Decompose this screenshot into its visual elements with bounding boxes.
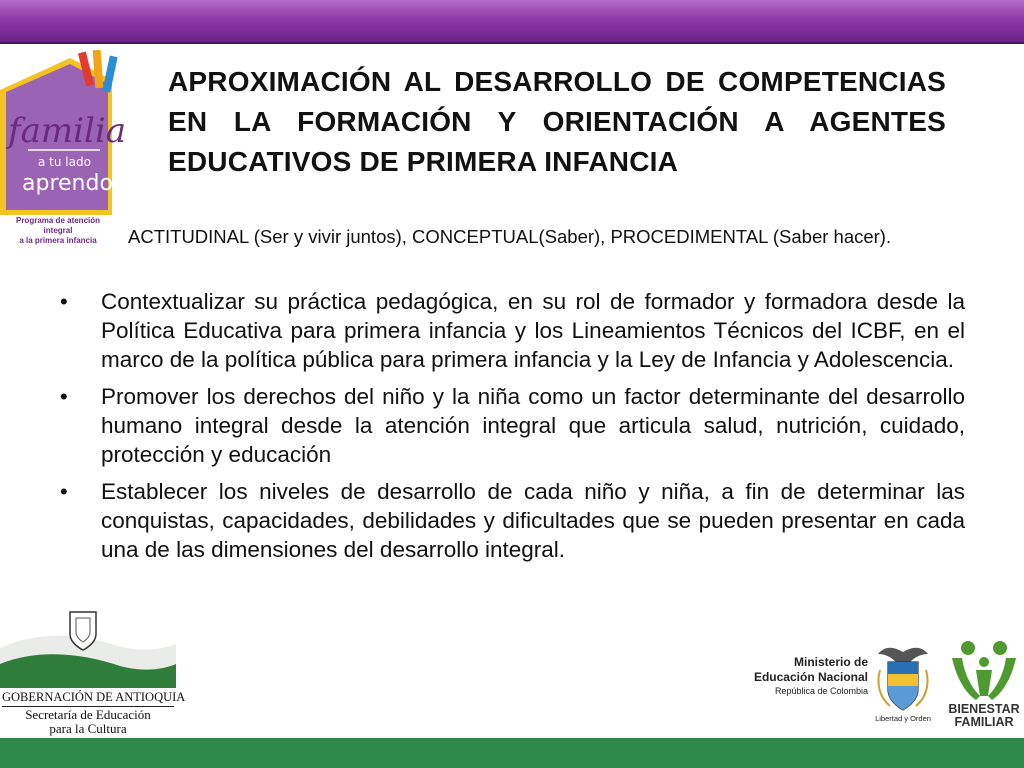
bienestar-familiar-logo <box>946 636 1022 706</box>
bullet-dot-icon: • <box>60 479 68 504</box>
bienestar-familiar-text <box>944 703 1024 729</box>
aprendo-word: aprendo <box>22 171 113 196</box>
slide-subtitle: ACTITUDINAL (Ser y vivir juntos), CONCEPTUAL(Saber), PROCEDIMENTAL (Saber hacer). <box>128 226 892 247</box>
icbf-line1: BIENESTAR <box>948 702 1020 716</box>
icbf-figure-left-head <box>961 641 975 655</box>
bullet-item <box>60 287 965 374</box>
familia-caption <box>4 216 112 246</box>
bullet-dot-icon: • <box>60 289 68 314</box>
bottom-decorative-bar <box>0 738 1024 768</box>
a-tu-lado-word: a tu lado <box>38 155 91 169</box>
icbf-figure-right-head <box>993 641 1007 655</box>
gobernacion-dept-line2: para la Cultura <box>49 721 127 736</box>
bullet-text: Establecer los niveles de desarrollo de cada niño y niña, a fin de determinar las conquistas, capacidades, debilidades y dificultades que se pueden presentar en cada una de las dimensiones del desarrollo integral. <box>101 479 965 562</box>
ministerio-motto: Libertad y Orden <box>875 714 931 723</box>
bullet-text: Promover los derechos del niño y la niña como un factor determinante del desarrollo humano integral desde la atención integral que articula salud, nutrición, cuidado, protección y educación <box>101 384 965 467</box>
ministerio-educacion-logo-text <box>744 655 868 698</box>
bullet-dot-icon: • <box>60 384 68 409</box>
bullet-item <box>60 382 965 469</box>
ministerio-line1: Ministerio de <box>793 655 868 669</box>
gobernacion-department <box>2 708 174 736</box>
gobernacion-name: GOBERNACIÓN DE ANTIOQUIA <box>2 690 174 707</box>
bullet-text: Contextualizar su práctica pedagógica, en su rol de formador y formadora desde la Política Educativa para primera infancia y los Lineamientos Técnicos del ICBF, en el marco de la política pública para primera infancia y la Ley de Infancia y Adolescencia. <box>101 289 965 372</box>
ministerio-line2: Educación Nacional <box>753 670 868 684</box>
top-decorative-bar <box>0 0 1024 44</box>
bullet-item <box>60 477 965 564</box>
familia-word: familia <box>8 111 126 151</box>
familia-caption-line2: a la primera infancia <box>19 236 97 245</box>
gobernacion-dept-line1: Secretaría de Educación <box>25 707 151 722</box>
icbf-line2: FAMILIAR <box>954 715 1014 729</box>
crayon-blue-icon <box>102 56 117 93</box>
icbf-figure-child-head <box>979 657 989 667</box>
slide-title: APROXIMACIÓN AL DESARROLLO DE COMPETENCIAS EN LA FORMACIÓN Y ORIENTACIÓN A AGENTES EDUCATIVOS DE PRIMERA INFANCIA <box>168 66 946 177</box>
ministerio-line3: República de Colombia <box>774 686 868 696</box>
bullet-list <box>60 287 965 572</box>
familia-caption-line1: Programa de atención integral <box>15 216 101 235</box>
